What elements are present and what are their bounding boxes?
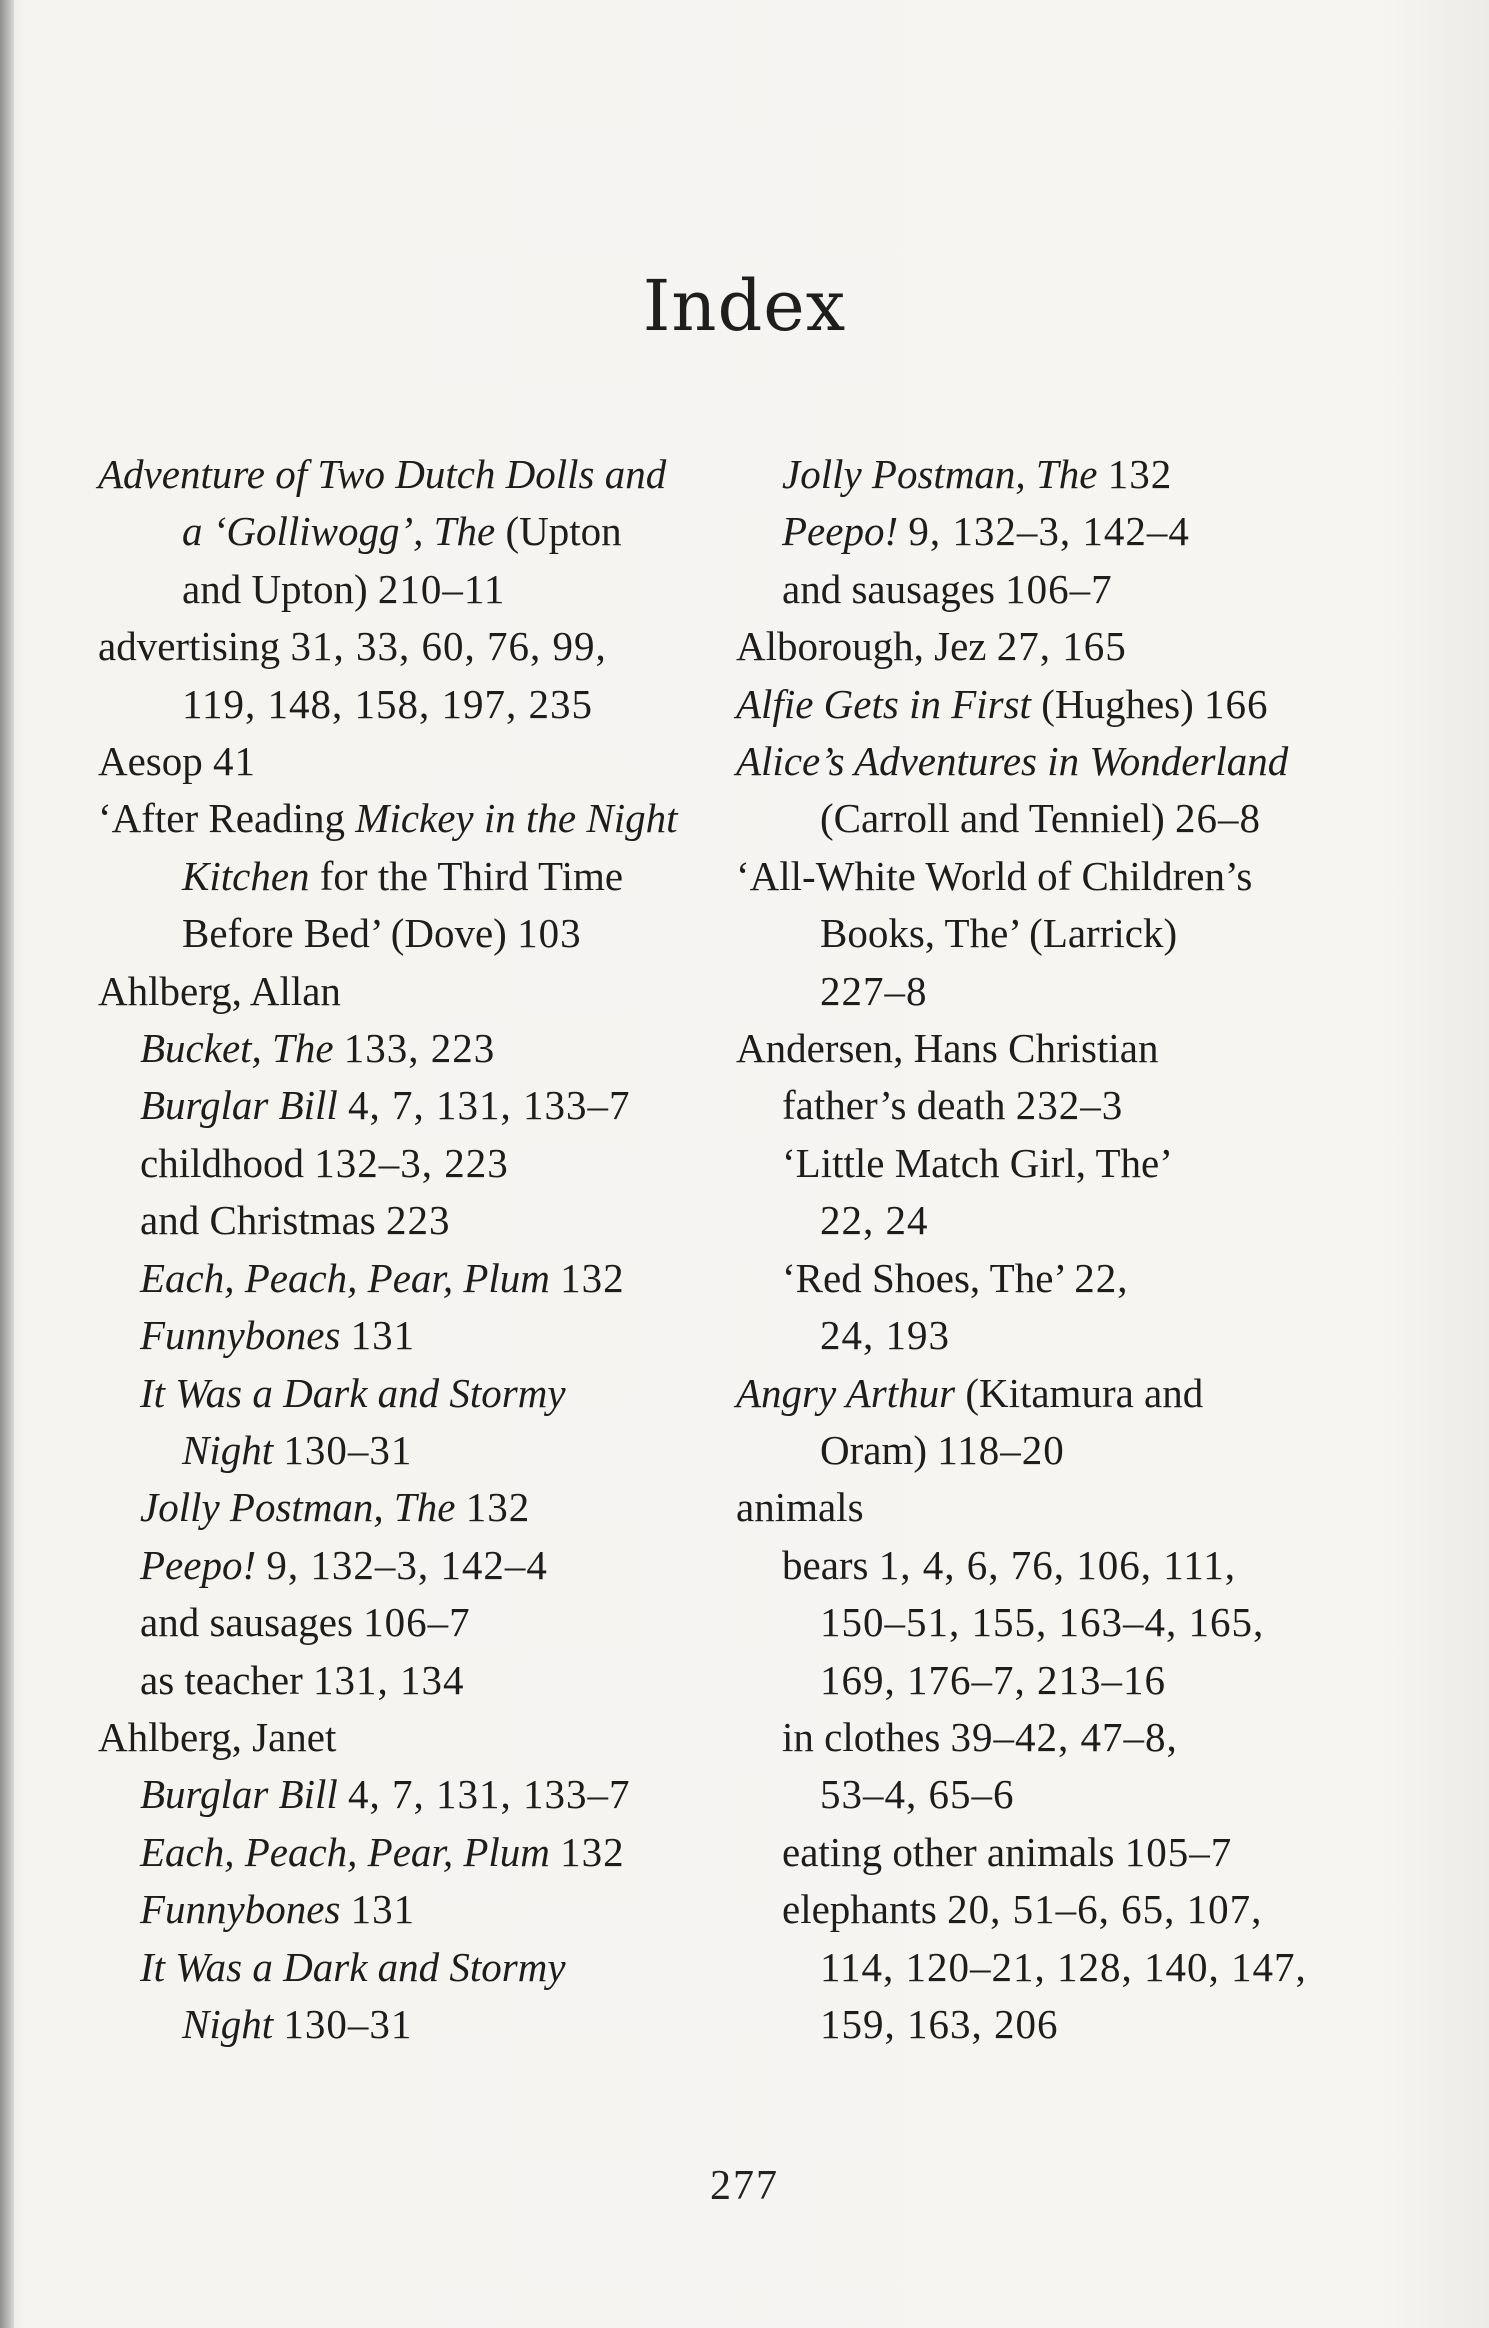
index-line	[736, 1422, 1416, 1479]
page-refs: 133, 223	[343, 1025, 496, 1072]
index-line	[736, 1824, 1416, 1881]
entry-text: for the Third Time	[309, 852, 624, 899]
page-refs: 223	[385, 1197, 451, 1244]
title-italic: Jolly Postman, The	[782, 451, 1098, 497]
title-italic: Burglar Bill	[140, 1771, 338, 1818]
index-line	[98, 1594, 718, 1651]
entry-text: Andersen, Hans Christian	[736, 1025, 1159, 1072]
entry-text: ‘All-White World of Children’s	[736, 852, 1253, 899]
entry-text: childhood	[140, 1139, 315, 1186]
entry-text: (Upton	[495, 508, 622, 555]
page-refs: 103	[517, 910, 582, 957]
title-italic: Alice’s Adventures in Wonderland	[736, 738, 1289, 785]
page-refs: 131	[350, 1886, 416, 1933]
title-italic: Angry Arthur	[736, 1369, 956, 1416]
title-italic: Mickey in the Night	[355, 795, 678, 842]
page-refs: 41	[213, 738, 257, 785]
index-line	[98, 1881, 718, 1938]
index-line	[736, 446, 1416, 503]
title-italic: It Was a Dark and Stormy	[140, 1943, 566, 1990]
page-refs: 22,	[1074, 1254, 1129, 1301]
page-refs: 118–20	[937, 1426, 1065, 1473]
index-line	[736, 790, 1416, 847]
entry-text	[550, 1829, 560, 1875]
page-refs: 53–4, 65–6	[820, 1771, 1015, 1818]
index-line	[736, 1135, 1416, 1192]
page-refs: 1, 4, 6, 76, 106, 111,	[878, 1541, 1236, 1588]
page-refs: 131	[350, 1312, 416, 1359]
page-refs: 106–7	[363, 1599, 471, 1646]
title-italic: Funnybones	[140, 1886, 341, 1933]
page-refs: 105–7	[1124, 1828, 1233, 1875]
index-line	[98, 790, 718, 847]
title-italic: Bucket, The	[140, 1025, 334, 1072]
page-refs: 166	[1204, 680, 1269, 727]
page-refs: 150–51, 155, 163–4, 165,	[820, 1599, 1265, 1646]
page-refs: 130–31	[283, 1426, 413, 1473]
index-line	[736, 618, 1416, 675]
page-refs: 227–8	[820, 967, 928, 1014]
index-line	[98, 561, 718, 618]
page-refs: 232–3	[1015, 1082, 1124, 1129]
entry-text: advertising	[98, 623, 291, 670]
entry-text: ‘After Reading	[98, 795, 356, 842]
title-italic: It Was a Dark and Stormy	[140, 1369, 566, 1416]
entry-text: ‘Little Match Girl, The’	[782, 1139, 1173, 1186]
title-italic: Alfie Gets in First	[736, 680, 1031, 727]
entry-text: Before Bed’ (Dove)	[182, 910, 518, 957]
index-column-left	[98, 446, 718, 2053]
entry-text	[273, 1427, 283, 1473]
index-line	[98, 1766, 718, 1823]
entry-text: Ahlberg, Allan	[98, 967, 341, 1014]
entry-text: ‘Red Shoes, The’	[782, 1254, 1075, 1301]
page-refs: 39–42, 47–8,	[950, 1713, 1178, 1760]
index-line	[98, 1307, 718, 1364]
index-line	[736, 848, 1416, 905]
page-gutter-shadow	[0, 0, 14, 2328]
entry-text: Ahlberg, Janet	[98, 1713, 337, 1760]
page-refs: 119, 148, 158, 197, 235	[182, 680, 593, 727]
page-refs: 27, 165	[996, 623, 1127, 670]
entry-text: animals	[736, 1484, 864, 1531]
entry-text	[334, 1025, 344, 1071]
entry-text: father’s death	[782, 1082, 1016, 1129]
entry-text: (Carroll and Tenniel)	[820, 795, 1176, 842]
index-line	[736, 1766, 1416, 1823]
index-line	[98, 1422, 718, 1479]
index-line	[736, 1939, 1416, 1996]
index-line	[736, 1192, 1416, 1249]
page-refs: 114, 120–21, 128, 140, 147,	[820, 1943, 1307, 1990]
entry-text: (Hughes)	[1030, 680, 1205, 727]
page-refs: 132	[560, 1828, 625, 1875]
index-line	[98, 1192, 718, 1249]
page-refs: 31, 33, 60, 76, 99,	[290, 623, 607, 670]
title-italic: a ‘Golliwogg’, The	[182, 508, 496, 555]
index-line	[98, 1365, 718, 1422]
page-refs: 106–7	[1005, 565, 1113, 612]
entry-text	[550, 1255, 560, 1301]
page-refs: 131, 134	[313, 1656, 465, 1703]
title-italic: Night	[182, 2000, 274, 2047]
title-italic: Each, Peach, Pear, Plum	[140, 1254, 550, 1301]
entry-text	[340, 1886, 350, 1932]
index-line	[736, 1652, 1416, 1709]
index-line	[98, 733, 718, 790]
entry-text: Oram)	[820, 1426, 938, 1473]
index-line	[736, 1365, 1416, 1422]
title-italic: Kitchen	[182, 852, 310, 899]
entry-text: as teacher	[140, 1656, 313, 1703]
title-italic: Peepo!	[782, 508, 899, 555]
index-line	[98, 1709, 718, 1766]
page-refs: 22, 24	[820, 1197, 929, 1244]
entry-text: Aesop	[98, 738, 214, 785]
page-refs: 9, 132–3, 142–4	[266, 1541, 548, 1588]
entry-text: and sausages	[140, 1599, 364, 1646]
index-line	[736, 1537, 1416, 1594]
index-line	[736, 1996, 1416, 2053]
page-refs: 132–3, 223	[314, 1139, 509, 1186]
index-line	[736, 1250, 1416, 1307]
page-refs: 130–31	[283, 2000, 413, 2047]
index-line	[736, 1594, 1416, 1651]
index-line	[98, 1996, 718, 2053]
index-line	[98, 446, 718, 503]
entry-text	[898, 508, 908, 554]
page-refs: 26–8	[1175, 795, 1262, 842]
page-refs: 4, 7, 131, 133–7	[348, 1082, 631, 1129]
index-line	[98, 676, 718, 733]
page-refs: 132	[1107, 451, 1173, 497]
entry-text	[338, 1082, 348, 1128]
index-line	[98, 618, 718, 675]
entry-text: and Christmas	[140, 1197, 386, 1244]
index-line	[736, 676, 1416, 733]
entry-text: and sausages	[782, 565, 1006, 612]
index-column-right	[736, 446, 1416, 2053]
index-line	[736, 561, 1416, 618]
index-line	[736, 1077, 1416, 1134]
entry-text: bears	[782, 1541, 879, 1588]
entry-text: eating other animals	[782, 1828, 1125, 1875]
page-refs: 169, 176–7, 213–16	[820, 1656, 1166, 1703]
entry-text: Books, The’ (Larrick)	[820, 910, 1178, 957]
index-line	[736, 733, 1416, 790]
index-line	[736, 1709, 1416, 1766]
page-refs: 132	[560, 1254, 625, 1301]
index-line	[98, 963, 718, 1020]
entry-text	[256, 1542, 266, 1588]
index-line	[98, 1824, 718, 1881]
index-line	[98, 1537, 718, 1594]
entry-text	[340, 1312, 350, 1358]
page-refs: 4, 7, 131, 133–7	[348, 1771, 631, 1818]
page-refs: 24, 193	[820, 1312, 950, 1359]
index-line	[736, 1881, 1416, 1938]
index-line	[98, 905, 718, 962]
page-refs: 132	[465, 1484, 531, 1531]
index-line	[98, 503, 718, 560]
entry-text: and Upton)	[182, 565, 378, 612]
page-refs: 9, 132–3, 142–4	[908, 508, 1190, 555]
entry-text	[273, 2001, 283, 2047]
index-line	[98, 1077, 718, 1134]
index-line	[736, 1307, 1416, 1364]
title-italic: Night	[182, 1426, 274, 1473]
entry-text: (Kitamura and	[955, 1369, 1204, 1416]
index-line	[98, 1250, 718, 1307]
page-refs: 210–11	[377, 565, 506, 612]
title-italic: Funnybones	[140, 1312, 341, 1359]
page-number: 277	[710, 2163, 779, 2209]
index-line	[98, 1135, 718, 1192]
entry-text: Alborough, Jez	[736, 623, 997, 670]
index-line	[98, 1020, 718, 1077]
title-italic: Adventure of Two Dutch Dolls and	[98, 451, 667, 497]
page-title: Index	[642, 264, 847, 347]
title-italic: Burglar Bill	[140, 1082, 338, 1129]
title-italic: Peepo!	[140, 1541, 257, 1588]
entry-text	[1097, 451, 1107, 497]
entry-text	[338, 1771, 348, 1817]
page-refs: 159, 163, 206	[820, 2000, 1059, 2047]
index-line	[98, 1939, 718, 1996]
index-line	[736, 1020, 1416, 1077]
index-line	[736, 963, 1416, 1020]
title-italic: Each, Peach, Pear, Plum	[140, 1828, 550, 1875]
entry-text	[455, 1484, 465, 1530]
index-line	[98, 1652, 718, 1709]
index-line	[98, 1479, 718, 1536]
page-refs: 20, 51–6, 65, 107,	[947, 1886, 1263, 1933]
title-italic: Jolly Postman, The	[140, 1484, 456, 1531]
entry-text: in clothes	[782, 1713, 951, 1760]
index-line	[736, 1479, 1416, 1536]
index-line	[736, 905, 1416, 962]
index-line	[98, 848, 718, 905]
index-line	[736, 503, 1416, 560]
entry-text: elephants	[782, 1886, 948, 1933]
